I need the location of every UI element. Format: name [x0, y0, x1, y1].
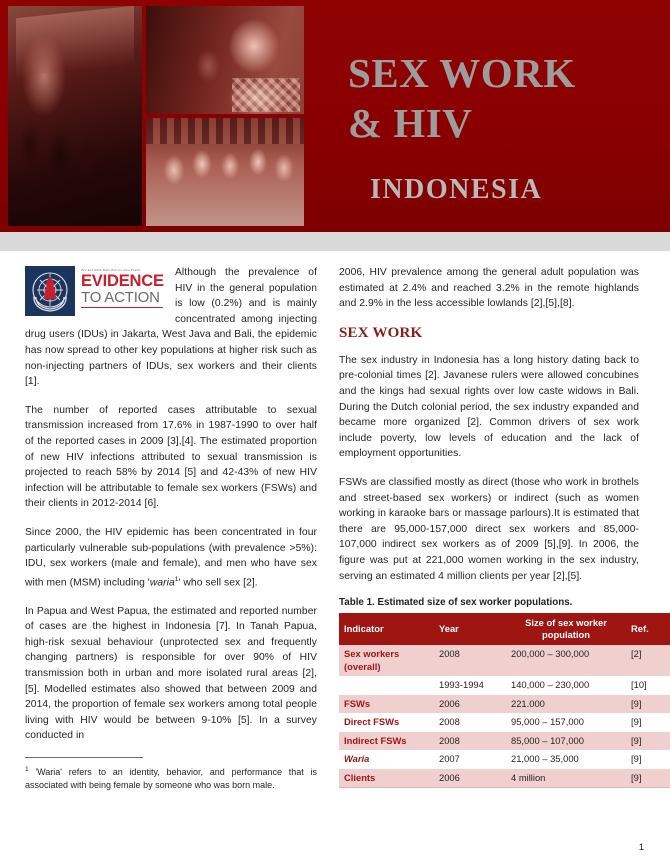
left-paragraph-2: The number of reported cases attributable to sexual transmission increased from 17.6% in 1987-1990 to over half of the reported cases in 2009 [3],[4]. The estimated proportion of new HIV infections attributed to sexual transmission is projected to reach 58% by 2014 [5] and 42-43% of new HIV infection will be attributable to female sex workers (FSWs) and their clients in 2012-2014 [6].: [25, 404, 317, 510]
collage-right-stack: [146, 6, 304, 226]
logo-tagline: HIV and AIDS Data Hub for Asia Pacific: [81, 268, 141, 272]
cell-ref: [9]: [626, 713, 670, 732]
cell-year: 2008: [434, 732, 506, 751]
cell-indicator: Sex workers (overall): [339, 645, 434, 676]
brothel-interior-photo: [8, 6, 142, 226]
cell-year: 2008: [434, 645, 506, 676]
cell-indicator: [339, 676, 434, 695]
column-header-size: Size of sex worker population: [506, 613, 626, 645]
table-header-row: [339, 613, 670, 645]
left-paragraph-3: [25, 525, 317, 591]
photo-collage: [8, 6, 304, 226]
cell-ref: [9]: [626, 732, 670, 751]
sex-worker-population-table: [339, 613, 670, 788]
cell-indicator: Direct FSWs: [339, 713, 434, 732]
cell-year: 2006: [434, 695, 506, 714]
table-row: [339, 750, 670, 769]
cell-year: 2007: [434, 750, 506, 769]
logo-word-to-action: TO ACTION: [81, 289, 160, 306]
cell-year: 2008: [434, 713, 506, 732]
cell-size: 200,000 – 300,000: [506, 645, 626, 676]
left-column: [25, 265, 317, 792]
right-paragraph-3: FSWs are classified mostly as direct (those who work in brothels and street-based sex workers) or indirect (such as women working in karaoke bars or massage parlours).It is estimated that there are 95,000-157,000 direct sex workers and 85,000-107,000 indirect sex workers as of 2009 [5],[9]. In 2006, the figure was put at 221,000 women working in the sex industry, serving an estimated 4 million clients per year [2],[5].: [339, 476, 639, 582]
cell-size: 21,000 – 35,000: [506, 750, 626, 769]
logo-underline: [81, 307, 163, 308]
left-paragraph-3-part-b: ' who sell sex [2].: [178, 577, 258, 589]
header-divider-band: [0, 232, 670, 251]
table-row: [339, 769, 670, 788]
logo-word-evidence: EVIDENCE: [81, 272, 164, 290]
header-banner: [0, 0, 670, 232]
cell-indicator: FSWs: [339, 695, 434, 714]
cell-ref: [9]: [626, 750, 670, 769]
section-heading-sex-work: SEX WORK: [339, 324, 423, 341]
page-content: [0, 251, 670, 792]
table-body: [339, 645, 670, 788]
cell-size: 140,000 – 230,000: [506, 676, 626, 695]
cell-ref: [9]: [626, 769, 670, 788]
cell-indicator: Clients: [339, 769, 434, 788]
cell-year: 2006: [434, 769, 506, 788]
evidence-to-action-logo: [25, 266, 165, 320]
right-paragraph-2: The sex industry in Indonesia has a long history dating back to pre-colonial times [2]. Javanese rulers were allowed concubines and the kings had sexual rights over low caste widows in Bali. During the Dutch colonial period, the sex industry expanded and became more organized [2]. Common drivers of sex work include poverty, low levels of education and the lack of employment opportunities.: [339, 354, 639, 460]
woman-portrait-photo: [146, 6, 304, 114]
banner-title-block: [348, 48, 660, 206]
waria-term: waria: [149, 577, 175, 589]
page-number: 1: [638, 842, 644, 853]
footnote-number: 1: [25, 766, 29, 774]
left-paragraph-1: Although the prevalence of HIV in the general population is low (0.2%) and is mainly concentrated among injecting drug users (IDUs) in Jakarta, West Java and Bali, the epidemic has now spread to other key populations at higher risk such as non-injecting partners of IDUs, sex workers and their clients [1].: [25, 267, 317, 388]
column-header-year: Year: [434, 613, 506, 645]
cell-ref: [10]: [626, 676, 670, 695]
right-paragraph-1: 2006, HIV prevalence among the general adult population was estimated at 2.4% and reached 3.2% in the remote highlands and 2.9% in the less accessible lowlands [2],[5],[8].: [339, 267, 639, 310]
table-row: [339, 695, 670, 714]
table-row: [339, 676, 670, 695]
cell-year: 1993-1994: [434, 676, 506, 695]
hiv-aids-data-hub-emblem-icon: [25, 266, 75, 316]
footnote-divider: [25, 757, 143, 758]
cell-size: 4 million: [506, 769, 626, 788]
logo-wordmark: [81, 266, 164, 308]
cell-ref: [2]: [626, 645, 670, 676]
table-header: [339, 613, 670, 645]
banner-subtitle: INDONESIA: [370, 174, 543, 206]
table-caption: Table 1. Estimated size of sex worker populations.: [339, 597, 573, 609]
column-header-indicator: Indicator: [339, 613, 434, 645]
cell-ref: [9]: [626, 695, 670, 714]
left-paragraph-4: In Papua and West Papua, the estimated and reported number of cases are the highest in Indonesia [7]. In Tanah Papua, high-risk sexual behaviour (unprotected sex and frequently changing partners) is responsible for over 90% of HIV transmission both in urban and more isolated rural areas [2],[5]. Modelled estimates also showed that between 2009 and 2014, the proportion of female sex workers among total people living with HIV would be between 9-10% [5]. In a survey conducted in: [25, 605, 317, 742]
cell-size: 95,000 – 157,000: [506, 713, 626, 732]
cell-indicator: Indirect FSWs: [339, 732, 434, 751]
table-row: [339, 645, 670, 676]
crowd-gathering-photo: [146, 118, 304, 226]
table-row: [339, 713, 670, 732]
cell-indicator: Waria: [339, 750, 434, 769]
table-row: [339, 732, 670, 751]
banner-title-line-1: SEX WORK: [348, 50, 576, 96]
footnote-text: [25, 763, 317, 792]
left-paragraph-3-part-a: Since 2000, the HIV epidemic has been concentrated in four particularly vulnerable sub-populations (with prevalence >5%): IDU, sex workers (male and female), and men who have sex with men (MSM) including ': [25, 526, 317, 589]
cell-size: 221.000: [506, 695, 626, 714]
footnote-body: 'Waria' refers to an identity, behavior, and performance that is associated with being female by someone who was born male.: [25, 767, 317, 791]
footnote-marker-inline: 1: [174, 575, 179, 583]
right-column: [339, 265, 649, 792]
banner-title-line-2: & HIV: [348, 100, 473, 147]
column-header-ref: Ref.: [626, 613, 670, 645]
cell-size: 85,000 – 107,000: [506, 732, 626, 751]
